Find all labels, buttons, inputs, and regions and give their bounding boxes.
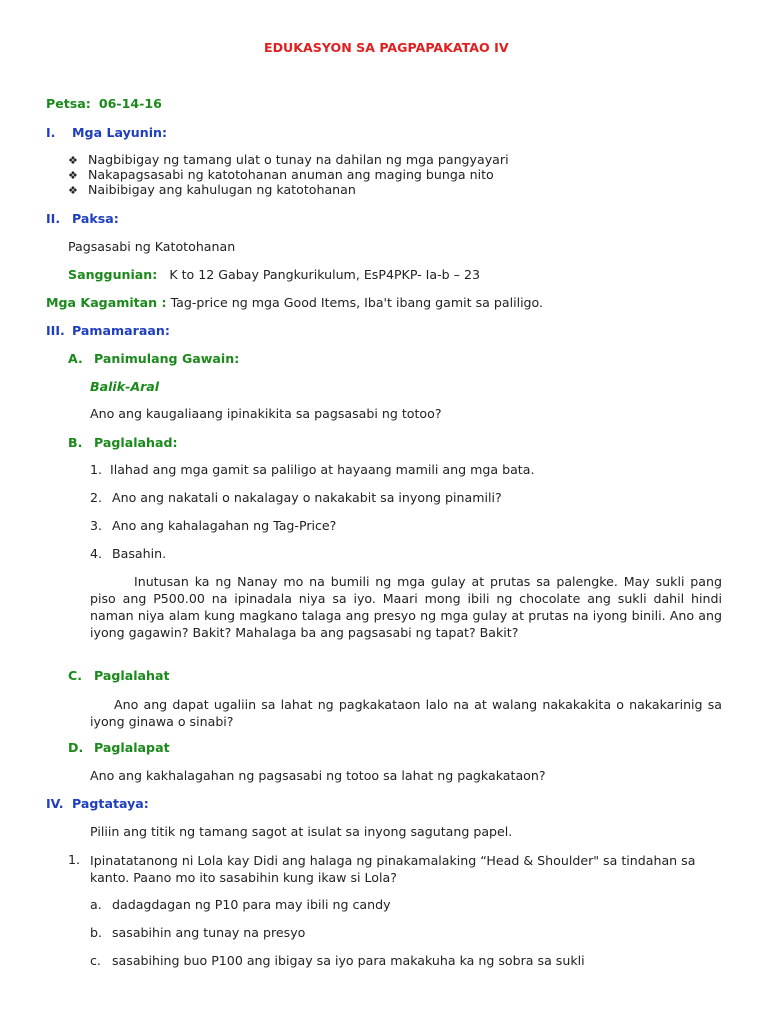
choice-text: sasabihin ang tunay na presyo (112, 925, 306, 940)
choice-letter: a. (90, 897, 102, 912)
date-label: Petsa: (46, 96, 91, 111)
subsection-b-heading (68, 435, 178, 450)
review-question: Ano ang kaugaliaang ipinakikita sa pagsasabi ng totoo? (90, 406, 442, 421)
generalization-text: Ano ang dapat ugaliin sa lahat ng pagkakataon lalo na at walang nakakakita o nakakarinig sa iyong ginawa o sinabi? (90, 697, 722, 729)
subsection-label: Paglalapat (94, 740, 170, 755)
section-evaluation-heading (46, 796, 149, 811)
item-number: 2. (90, 490, 103, 505)
subsection-letter: A. (68, 351, 83, 366)
item-number: 4. (90, 546, 103, 561)
subsection-label: Panimulang Gawain: (94, 351, 240, 366)
list-item (90, 518, 336, 533)
objective-text: Nagbibigay ng tamang ulat o tunay na dahilan ng mga pangyayari (88, 152, 509, 167)
choice-letter: b. (90, 925, 102, 940)
reference-value: K to 12 Gabay Pangkurikulum, EsP4PKP- Ia-b – 23 (169, 267, 480, 282)
objective-text: Nakapagsasabi ng katotohanan anuman ang maging bunga nito (88, 167, 494, 182)
subsection-c-heading (68, 668, 170, 683)
reference-label: Sanggunian: (68, 267, 158, 282)
list-item (90, 462, 534, 477)
topic-text: Pagsasabi ng Katotohanan (68, 239, 236, 254)
application-text: Ano ang kakhalagahan ng pagsasabi ng totoo sa lahat ng pagkakataon? (90, 768, 546, 783)
materials-label: Mga Kagamitan : (46, 295, 167, 310)
item-text: Ilahad ang mga gamit sa paliligo at hayaang mamili ang mga bata. (110, 462, 535, 477)
list-item (68, 167, 494, 182)
section-label: Mga Layunin: (72, 125, 168, 140)
section-number: III. (46, 323, 65, 338)
materials-value: Tag-price ng mga Good Items, Iba't ibang gamit sa paliligo. (170, 295, 544, 310)
subsection-d-heading (68, 740, 170, 755)
section-objectives-heading (46, 125, 167, 140)
document-title: EDUKASYON SA PAGPAPAKATAO IV (264, 40, 509, 55)
section-number: II. (46, 211, 61, 226)
section-label: Paksa: (72, 211, 119, 226)
item-text: Basahin. (112, 546, 167, 561)
subsection-letter: D. (68, 740, 84, 755)
answer-choice (90, 953, 585, 968)
choice-text: sasabihing buo P100 ang ibigay sa iyo para makakuha ka ng sobra sa sukli (112, 953, 585, 968)
question-text: Ipinatatanong ni Lola kay Didi ang halaga ng pinakamalaking “Head & Shoulder" sa tindahan sa kanto. Paano mo ito sasabihin kung ikaw si Lola? (90, 853, 696, 885)
section-topic-heading (46, 211, 119, 226)
reading-passage: Inutusan ka ng Nanay mo na bumili ng mga gulay at prutas sa palengke. May sukli pang piso ang P500.00 na ipinadala niya sa iyo. Maari mong ibili ng chocolate ang sukli dahil hindi naman niya alam kung magkano talaga ang presyo ng mga gulay at prutas na iyong binili. Ano ang iyong gagawin? Bakit? Mahalaga ba ang pagsasabi ng tapat? Bakit? (90, 574, 722, 640)
date-line (46, 96, 162, 111)
item-text: Ano ang nakatali o nakalagay o nakakabit sa inyong pinamili? (112, 490, 502, 505)
diamond-bullet-icon: ❖ (68, 154, 78, 167)
materials-line (46, 295, 543, 310)
item-text: Ano ang kahalagahan ng Tag-Price? (112, 518, 337, 533)
section-label: Pagtataya: (72, 796, 149, 811)
question-number: 1. (68, 852, 81, 867)
diamond-bullet-icon: ❖ (68, 184, 78, 197)
evaluation-instruction: Piliin ang titik ng tamang sagot at isulat sa inyong sagutang papel. (90, 824, 513, 839)
item-number: 1. (90, 462, 103, 477)
subsection-letter: C. (68, 668, 83, 683)
diamond-bullet-icon: ❖ (68, 169, 78, 182)
reference-line (68, 267, 480, 282)
choice-letter: c. (90, 953, 101, 968)
list-item (90, 490, 502, 505)
section-number: IV. (46, 796, 64, 811)
choice-text: dadagdagan ng P10 para may ibili ng candy (112, 897, 391, 912)
list-item (90, 546, 166, 561)
section-label: Pamamaraan: (72, 323, 170, 338)
subsection-label: Paglalahad: (94, 435, 178, 450)
section-procedure-heading (46, 323, 170, 338)
objective-text: Naibibigay ang kahulugan ng katotohanan (88, 182, 356, 197)
subsection-letter: B. (68, 435, 83, 450)
answer-choice (90, 897, 391, 912)
item-number: 3. (90, 518, 103, 533)
subsection-a-heading (68, 351, 239, 366)
review-label: Balik-Aral (90, 379, 160, 394)
date-value: 06-14-16 (98, 96, 162, 111)
list-item (68, 182, 356, 197)
answer-choice (90, 925, 305, 940)
subsection-label: Paglalahat (94, 668, 170, 683)
section-number: I. (46, 125, 56, 140)
list-item (68, 152, 509, 167)
